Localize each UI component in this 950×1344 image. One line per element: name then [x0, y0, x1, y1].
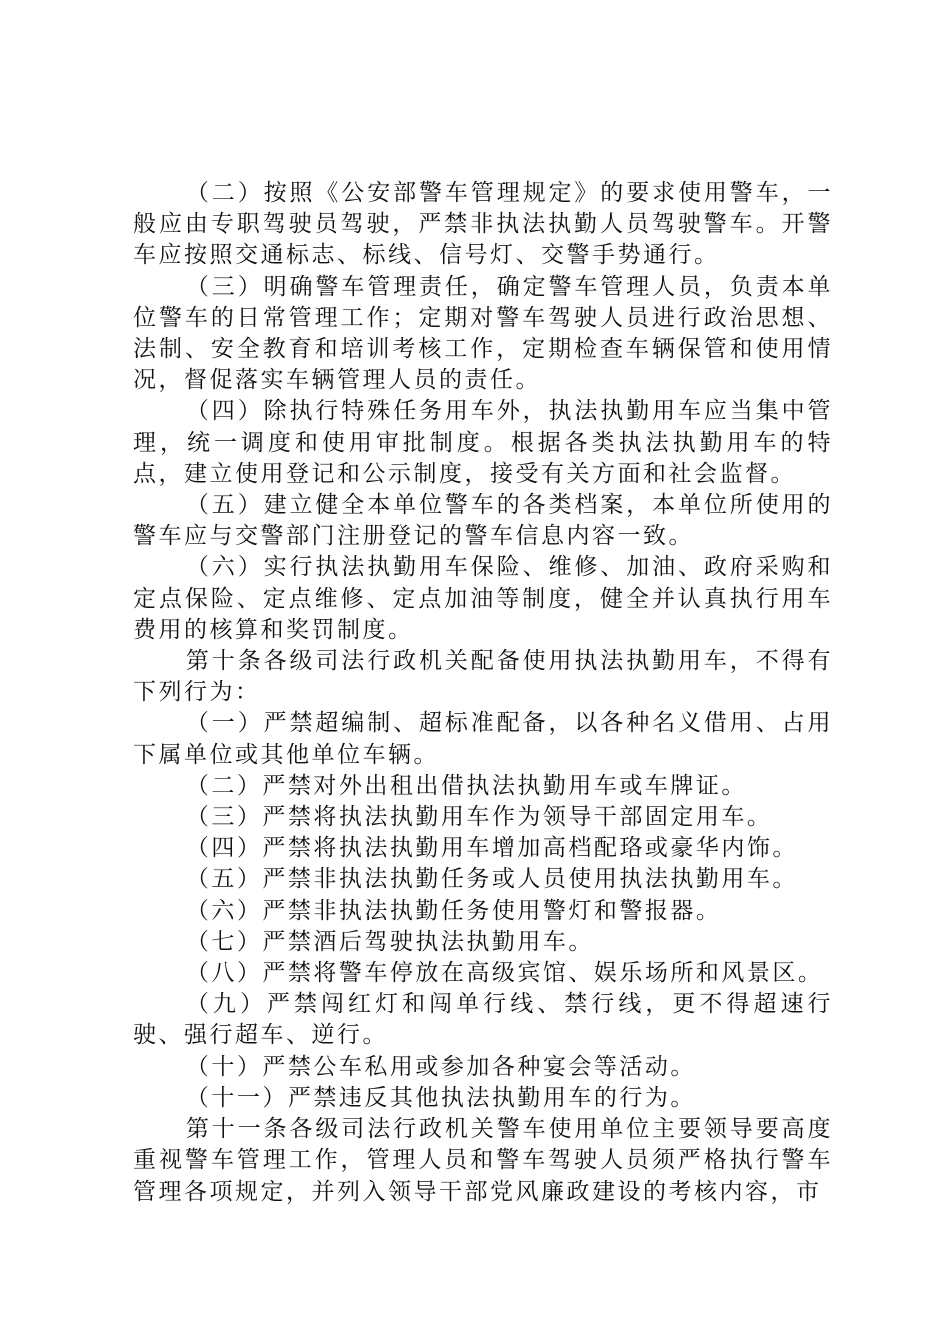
paragraph-clause-6: （六）实行执法执勤用车保险、维修、加油、政府采购和定点保险、定点维修、定点加油等制度，健全并认真执行用车费用的核算和奖罚制度。 [133, 554, 833, 643]
document-body [133, 178, 833, 1208]
paragraph-prohibition-1: （一）严禁超编制、超标准配备，以各种名义借用、占用下属单位或其他单位车辆。 [133, 710, 833, 768]
paragraph-prohibition-8: （八）严禁将警车停放在高级宾馆、娱乐场所和风景区。 [185, 960, 824, 987]
paragraph-prohibition-9: （九）严禁闯红灯和闯单行线、禁行线，更不得超速行驶、强行超车、逆行。 [133, 991, 833, 1049]
paragraph-clause-4: （四）除执行特殊任务用车外，执法执勤用车应当集中管理，统一调度和使用审批制度。根据各类执法执勤用车的特点，建立使用登记和公示制度，接受有关方面和社会监督。 [133, 398, 833, 487]
paragraph-prohibition-5: （五）严禁非执法执勤任务或人员使用执法执勤用车。 [185, 866, 798, 893]
paragraph-prohibition-10: （十）严禁公车私用或参加各种宴会等活动。 [185, 1053, 696, 1080]
paragraph-prohibition-6: （六）严禁非执法执勤任务使用警灯和警报器。 [185, 897, 722, 924]
paragraph-prohibition-4: （四）严禁将执法执勤用车增加高档配珞或豪华内饰。 [185, 835, 798, 862]
paragraph-prohibition-3: （三）严禁将执法执勤用车作为领导干部固定用车。 [185, 804, 773, 831]
paragraph-clause-2: （二）按照《公安部警车管理规定》的要求使用警车，一般应由专职驾驶员驾驶，严禁非执法执勤人员驾驶警车。开警车应按照交通标志、标线、信号灯、交警手势通行。 [133, 180, 833, 269]
paragraph-clause-3: （三）明确警车管理责任，确定警车管理人员，负责本单位警车的日常管理工作；定期对警车驾驶人员进行政治思想、法制、安全教育和培训考核工作，定期检查车辆保管和使用情况，督促落实车辆管理人员的责任。 [133, 273, 833, 394]
paragraph-clause-5: （五）建立健全本单位警车的各类档案，本单位所使用的警车应与交警部门注册登记的警车信息内容一致。 [133, 492, 833, 550]
paragraph-prohibition-7: （七）严禁酒后驾驶执法执勤用车。 [185, 928, 594, 955]
paragraph-article-10: 第十条各级司法行政机关配备使用执法执勤用车，不得有下列行为： [133, 648, 833, 706]
paragraph-prohibition-11: （十一）严禁违反其他执法执勤用车的行为。 [185, 1084, 696, 1111]
paragraph-prohibition-2: （二）严禁对外出租出借执法执勤用车或车牌证。 [185, 772, 747, 799]
paragraph-article-11: 第十一条各级司法行政机关警车使用单位主要领导要高度重视警车管理工作，管理人员和警车驾驶人员须严格执行警车管理各项规定，并列入领导干部党风廉政建设的考核内容，市 [133, 1116, 833, 1205]
